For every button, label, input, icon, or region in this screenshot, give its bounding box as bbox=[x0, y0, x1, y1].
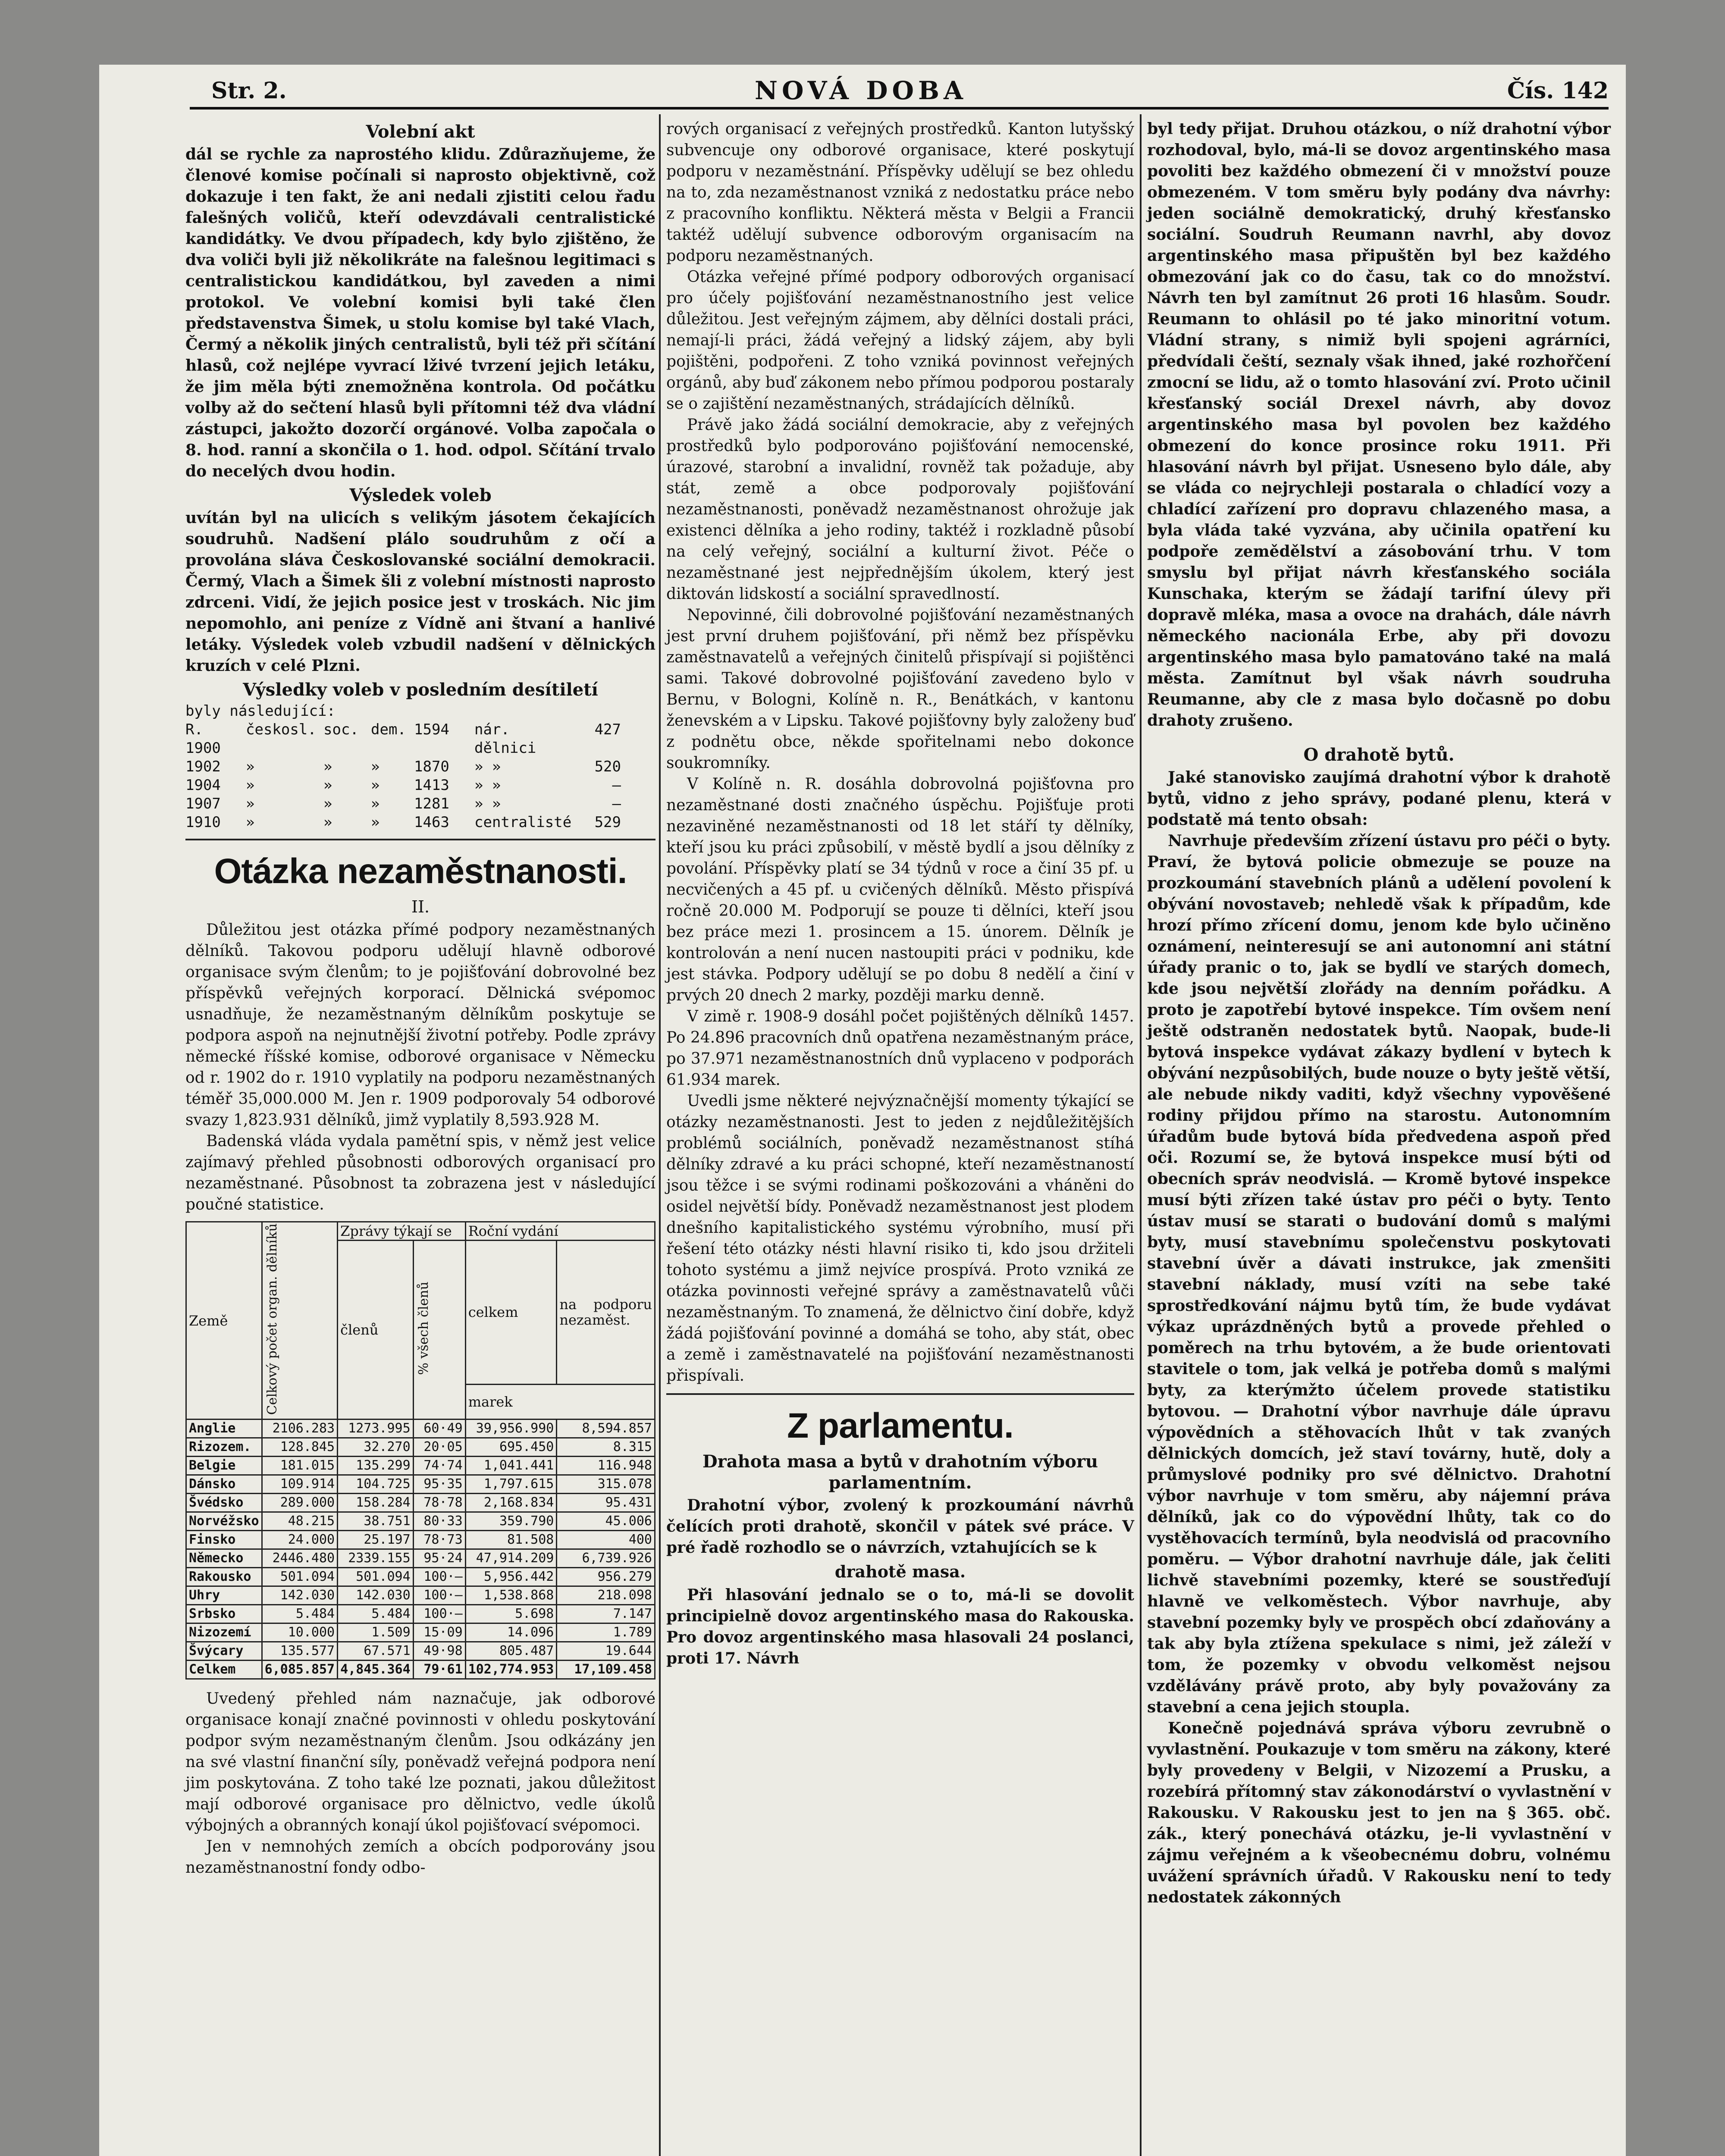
cell: 49·98 bbox=[413, 1642, 465, 1661]
cell: nár. dělnici bbox=[474, 721, 536, 757]
cell: 135.299 bbox=[338, 1457, 414, 1475]
results-row bbox=[185, 813, 656, 832]
col-header-text: % všech členů bbox=[416, 1282, 431, 1375]
cell: 81.508 bbox=[465, 1531, 557, 1549]
cell: 1910 bbox=[185, 814, 221, 831]
cell: 289.000 bbox=[262, 1494, 338, 1512]
cell: Finsko bbox=[186, 1531, 262, 1549]
article-title-parlament: Z parlamentu. bbox=[787, 1406, 1013, 1445]
cell: » bbox=[246, 795, 255, 812]
paragraph: Drahotní výbor, zvolený k prozkoumání návrhů čelících proti drahotě, skončil v pátek své práce. V pré řadě rozhodlo se o návrzích, vztahujících se k bbox=[666, 1496, 1134, 1557]
cell: 1273.995 bbox=[338, 1420, 414, 1438]
cell: 2339.155 bbox=[338, 1549, 414, 1568]
cell: 8.315 bbox=[557, 1438, 655, 1457]
paragraph: Navrhuje především zřízení ústavu pro péči o byty. Praví, že bytová policie obmezuje se pouze na prozkoumání stavebních plánů a udělení povolení k obývání novostaveb; nehledě však k případům, kde hrozí přímo zřícení domu, jenom kde bylo učiněno oznámení, neinteresují se ani autonomní ani státní úřady pranic o to, jak se bydlí ve starých domech, kde jsou největší zlořády na denním pořádku. A proto je zapotřebí bytové inspekce. Tím ovšem není ještě odstraněn nedostatek bytů. Naopak, bude-li bytová inspekce vydávat zákazy bydlení v bytech k obývání nezpůsobilých, bude nouze o byty ještě větší, ale nebude nikdy vaditi, když všechny vypověšené rodiny přijdou přímo na starostu. Autonomním úřadům bude bytová bída předvedena aspoň před oči. Rozumí se, že bytová inspekce musí býti od obecních správ neodvislá. — Kromě bytové inspekce musí býti zřízen také ústav pro péči o byty. Tento ústav musí se starati o budování domů s malými byty, musí stavebnímu společenstvu poskytovati stavební úvěr a dávati instrukce, jak zmenšiti stavební náklady, musí vzíti na sebe také sprostředkování nájmu bytů tím, že bude vydávat výkaz uprázdněných bytů a provede přehled o poměrech na trhu bytovém, a že bude orientovati stavitele o tom, jak velká je potřeba domů s malými byty, za kterýmžto účelem provede statistiku bytovou. — Drahotní výbor navrhuje dále úpravu výpovědních a stěhovacích lhůt v tak zvaných dělnických domcích, jež staví továrny, hutě, doly a průmyslové podniky pro své dělnictvo. Drahotní výbor navrhuje v tom směru, aby nájemní práva dělníků, jak co do výpovědní lhůty, tak co do vystěhovacích termínů, byla neodvislá od pracovního poměru. — Výbor drahotní navrhuje dále, jak čeliti lichvě stavebními pozemky, které se soustřeďují hlavně ve velkoměstech. Výbor navrhuje, aby stavební pozemky byly ve prospěch obcí zdaňovány a tak aby byla ztížena spekulace s nimi, jež záleží v tom, že pozemky v obvodu velkoměst nejsou vzdělávány právě proto, aby byly považovány za stavební a cena jejich stoupla. bbox=[1147, 832, 1611, 1716]
cell: 529 bbox=[594, 814, 621, 831]
table-row bbox=[186, 1568, 655, 1586]
paragraph: Otázka veřejné přímé podpory odborových organisací pro účely pojišťování nezaměstnanostního jest velice důležitou. Jest veřejným zájmem, aby dělníci dostali práci, nemají-li práci, žádá veřejný a lidský zájem, aby byli pojištěni, podpořeni. Z toho vzniká povinnost veřejných orgánů, aby buď zákonem nebo přímou podporou postaraly se o zajištění nezaměstnaných, strádajících dělníků. bbox=[666, 268, 1134, 413]
cell: 142.030 bbox=[338, 1586, 414, 1605]
cell: Celkem bbox=[186, 1661, 262, 1679]
col-header: Země bbox=[186, 1222, 262, 1420]
col-header bbox=[262, 1222, 338, 1420]
cell: 695.450 bbox=[465, 1438, 557, 1457]
cell: 6,739.926 bbox=[557, 1549, 655, 1568]
cell: 79·61 bbox=[413, 1661, 465, 1679]
newspaper-title: NOVÁ DOBA bbox=[755, 76, 968, 105]
paragraph: Nepovinné, čili dobrovolné pojišťování nezaměstnaných jest první druhem pojišťování, při němž bez příspěvku zaměstnavatelů a veřejných činitelů přispívají si pojištěnci sami. Takové dobrovolné pojišťování zavedeno bylo v Bernu, v Bologni, Kolíně n. R., Benátkách, v kantonu ženevském a v Lipsku. Takové pojišťovny byly založeny buď z podnětu obce, někde spořitelnami nebo dokonce soukromníky. bbox=[666, 606, 1134, 772]
cell: 74·74 bbox=[413, 1457, 465, 1475]
cell: » » bbox=[474, 795, 501, 812]
table-row bbox=[186, 1512, 655, 1531]
cell: 128.845 bbox=[262, 1438, 338, 1457]
cell: 805.487 bbox=[465, 1642, 557, 1661]
cell: centralisté bbox=[474, 814, 572, 831]
cell: » » bbox=[474, 758, 501, 775]
heading-volebni-akt: Volební akt bbox=[366, 122, 475, 142]
results-row bbox=[185, 721, 656, 758]
cell: Uhry bbox=[186, 1586, 262, 1605]
cell: 1,797.615 bbox=[465, 1475, 557, 1494]
cell: 78·78 bbox=[413, 1494, 465, 1512]
cell: 7.147 bbox=[557, 1605, 655, 1623]
cell: 14.096 bbox=[465, 1623, 557, 1642]
column-divider bbox=[1140, 114, 1142, 2156]
table-row bbox=[186, 1531, 655, 1549]
table-row bbox=[186, 1549, 655, 1568]
column-1 bbox=[185, 119, 656, 1878]
paragraph: rových organisací z veřejných prostředků. Kanton lutyšský subvencuje ony odborové organisace, které poskytují podporu v nezaměstnání. Příspěvky udělují se bez ohledu na to, zda nezaměstnanost vzniká z nedostatku práce nebo z pracovního konfliktu. Některá města v Belgii a Francii taktéž udělují subvence odborovým organisacím na podporu nezaměstnaných. bbox=[666, 120, 1134, 265]
cell: 100·— bbox=[413, 1568, 465, 1586]
cell: 1281 bbox=[414, 795, 449, 812]
col-header bbox=[413, 1241, 465, 1420]
paragraph: Jen v nemnohých zemích a obcích podporovány jsou nezaměstnanostní fondy odbo- bbox=[185, 1838, 656, 1877]
paragraph: Důležitou jest otázka přímé podpory nezaměstnaných dělníků. Takovou podporu udělují hlavně odborové organisace svým členům; to je pojišťování dobrovolné bez příspěvků veřejných korporací. Dělnická svépomoc usnadňuje, že nezaměstnaným dělníkům poskytuje se podpora aspoň na nejnutnější životní potřeby. Podle zprávy německé říšské komise, odborové organisace v Německu od r. 1902 do r. 1910 vyplatily na podporu nezaměstnaných téměř 35,000.000 M. Jen r. 1909 podporovaly 54 odborové svazy 1,823.931 dělníků, jimž vyplatily 8,593.928 M. bbox=[185, 921, 656, 1129]
table-row bbox=[186, 1605, 655, 1623]
results-row bbox=[185, 795, 656, 813]
table-row bbox=[186, 1494, 655, 1512]
cell: Norvéžsko bbox=[186, 1512, 262, 1531]
cell: 24.000 bbox=[262, 1531, 338, 1549]
cell: 109.914 bbox=[262, 1475, 338, 1494]
cell: 4,845.364 bbox=[338, 1661, 414, 1679]
cell: 10.000 bbox=[262, 1623, 338, 1642]
cell: 1870 bbox=[414, 758, 449, 775]
cell: Srbsko bbox=[186, 1605, 262, 1623]
cell: Švýcary bbox=[186, 1642, 262, 1661]
cell: 1907 bbox=[185, 795, 221, 812]
cell: — bbox=[612, 777, 621, 794]
cell: » bbox=[371, 814, 380, 831]
cell: Rizozem. bbox=[186, 1438, 262, 1457]
paragraph: Uvedený přehled nám naznačuje, jak odborové organisace konají značné povinnosti v ohledu poskytování podpor svým nezaměstnaným členům. Jsou odkázány jen na své vlastní finanční síly, poněvadž veřejná podpora není jim poskytována. Z toho také lze poznati, jakou důležitost mají odborové organisace pro dělnictvo, vedle úkolů výbojných a obranných konají úkol pojišťovací svépomoci. bbox=[185, 1690, 656, 1835]
cell: » bbox=[323, 795, 332, 812]
cell: » bbox=[246, 758, 255, 775]
issue-number: Čís. 142 bbox=[1507, 78, 1609, 104]
table-row bbox=[186, 1586, 655, 1605]
paragraph: Konečně pojednává správa výboru zevrubně o vyvlastnění. Poukazuje v tom směru na zákony, které byly provedeny v Belgii, v Nizozemí a Prusku, a rozebírá přítomný stav zákonodárství o vyvlastnění v Rakousku. V Rakousku jest to jen na § 365. obč. zák., který ponechává otázku, je-li vyvlastnění v zájmu veřejném a k všeobecnému dobru, volnému uvážení správních úřadů. V Rakousku není to tedy nedostatek zákonných bbox=[1147, 1719, 1611, 1906]
cell: 501.094 bbox=[338, 1568, 414, 1586]
cell: 95.431 bbox=[557, 1494, 655, 1512]
col-header-text: Celkový počet organ. dělníků bbox=[264, 1223, 280, 1415]
paragraph: uvítán byl na ulicích s velikým jásotem čekajících soudruhů. Nadšení plálo soudruhům z očí a provolána sláva Českoslovanské sociální demokracii. Čermý, Vlach a Šimek šli z volební místnosti naprosto zdrceni. Vidí, že jejich posice jest v troskách. Nic jim nepomohlo, ani peníze z Vídně ani štvaní a hanlivé letáky. Výsledek voleb vzbudil nadšení v dělnických kruzích v celé Plzni. bbox=[185, 509, 656, 675]
cell: 78·73 bbox=[413, 1531, 465, 1549]
column-2 bbox=[666, 119, 1134, 1669]
cell: 158.284 bbox=[338, 1494, 414, 1512]
cell: 1904 bbox=[185, 777, 221, 794]
cell: 95·24 bbox=[413, 1549, 465, 1568]
cell: 315.078 bbox=[557, 1475, 655, 1494]
cell: 104.725 bbox=[338, 1475, 414, 1494]
cell: Nizozemí bbox=[186, 1623, 262, 1642]
article-subtitle-drahota: Drahota masa a bytů v drahotním výboru parlamentním. bbox=[702, 1451, 1098, 1493]
cell: » bbox=[323, 758, 332, 775]
cell: 142.030 bbox=[262, 1586, 338, 1605]
cell: 47,914.209 bbox=[465, 1549, 557, 1568]
cell: Rakousko bbox=[186, 1568, 262, 1586]
cell: » bbox=[323, 814, 332, 831]
cell: 218.098 bbox=[557, 1586, 655, 1605]
cell: 15·09 bbox=[413, 1623, 465, 1642]
results-intro: byly následující: bbox=[185, 702, 336, 720]
col-header: Roční vydání bbox=[465, 1222, 655, 1241]
cell: 32.270 bbox=[338, 1438, 414, 1457]
cell: 100·— bbox=[413, 1605, 465, 1623]
cell: 45.006 bbox=[557, 1512, 655, 1531]
cell: » bbox=[371, 758, 380, 775]
cell: 2106.283 bbox=[262, 1420, 338, 1438]
masthead bbox=[160, 73, 1609, 112]
cell: » » bbox=[474, 777, 501, 794]
paragraph: Badenská vláda vydala pamětní spis, v němž jest velice zajímavý přehled působnosti odborových organisací pro nezaměstnané. Působnost ta zobrazena jest v následující poučné statistice. bbox=[185, 1132, 656, 1213]
cell: 1,538.868 bbox=[465, 1586, 557, 1605]
cell: 2,168.834 bbox=[465, 1494, 557, 1512]
cell: » bbox=[246, 814, 255, 831]
cell: 1413 bbox=[414, 777, 449, 794]
cell: 8,594.857 bbox=[557, 1420, 655, 1438]
paragraph: V Kolíně n. R. dosáhla dobrovolná pojišťovna pro nezaměstnané dosti značného úspěchu. Pojišťuje proti nezaviněné nezaměstnanosti od 18 let stáří ty dělníky, kteří jsou ku práci způsobilí, v městě bydlí a jsou dělníky z povolání. Příspěvky platí se 34 týdnů v roce a činí 35 pf. u necvičených a 45 pf. u cvičených dělníků. Město přispívá ročně 20.000 M. Podporují se pouze ti dělníci, kteří jsou bez práce mezi 1. prosincem a 15. únorem. Dělník je kontrolován a není nucen nastoupiti práci v podniku, kde jest stávka. Podpory udělují se po dobu 8 nedělí a činí v prvých 20 dnech 2 marky, později marku denně. bbox=[666, 775, 1134, 1004]
cell: 1463 bbox=[414, 814, 449, 831]
cell: 1,041.441 bbox=[465, 1457, 557, 1475]
cell: 80·33 bbox=[413, 1512, 465, 1531]
cell: » bbox=[246, 777, 255, 794]
cell: 60·49 bbox=[413, 1420, 465, 1438]
cell: 1.509 bbox=[338, 1623, 414, 1642]
heading-vysledek-voleb: Výsledek voleb bbox=[349, 485, 492, 505]
paragraph: Jaké stanovisko zaujímá drahotní výbor k drahotě bytů, vidno z jeho správy, podané plenu, která v podstatě má tento obsah: bbox=[1147, 768, 1611, 829]
section-rule bbox=[185, 839, 656, 840]
cell: 20·05 bbox=[413, 1438, 465, 1457]
cell: českosl. bbox=[246, 721, 317, 738]
article-part: II. bbox=[411, 897, 430, 916]
table-row bbox=[186, 1420, 655, 1438]
cell: 39,956.990 bbox=[465, 1420, 557, 1438]
cell: 1902 bbox=[185, 758, 221, 775]
cell: » bbox=[371, 777, 380, 794]
header-rule bbox=[190, 107, 1609, 110]
cell: 1.789 bbox=[557, 1623, 655, 1642]
cell: 1594 bbox=[414, 721, 449, 738]
paragraph: Právě jako žádá sociální demokracie, aby z veřejných prostředků bylo podporováno pojišťování nemocenské, úrazové, starobní a invalidní, rovněž tak požaduje, aby stát, země a obce podporovaly pojišťování nezaměstnanosti, poněvadž nezaměstnanost ohrožuje jak existenci dělníka a jeho rodiny, taktéž i rozkladně působí na celý veřejný, sociální a kulturní život. Péče o nezaměstnané jest nejpřednějším úkolem, který jest diktován lidskostí a sociální spravedlností. bbox=[666, 416, 1134, 603]
cell: R. 1900 bbox=[185, 721, 221, 757]
page-number: Str. 2. bbox=[211, 78, 287, 104]
section-rule bbox=[666, 1393, 1134, 1395]
cell: 102,774.953 bbox=[465, 1661, 557, 1679]
cell: 2446.480 bbox=[262, 1549, 338, 1568]
cell: Belgie bbox=[186, 1457, 262, 1475]
cell: » bbox=[371, 795, 380, 812]
results-row bbox=[185, 758, 656, 776]
cell: dem. bbox=[371, 721, 406, 738]
cell: soc. bbox=[323, 721, 359, 738]
col-header: marek bbox=[465, 1384, 655, 1419]
cell: 48.215 bbox=[262, 1512, 338, 1531]
election-results bbox=[185, 702, 656, 832]
cell: 5,956.442 bbox=[465, 1568, 557, 1586]
table-row bbox=[186, 1623, 655, 1642]
cell: 956.279 bbox=[557, 1568, 655, 1586]
cell: 135.577 bbox=[262, 1642, 338, 1661]
col-header: na podporu nezaměst. bbox=[557, 1241, 655, 1385]
cell: 501.094 bbox=[262, 1568, 338, 1586]
article-title-otazka: Otázka nezaměstnanosti. bbox=[214, 852, 627, 891]
cell: 427 bbox=[594, 721, 621, 738]
col-header: členů bbox=[338, 1241, 414, 1420]
cell: 6,085.857 bbox=[262, 1661, 338, 1679]
col-header: Zprávy týkají se bbox=[338, 1222, 466, 1241]
cell: 116.948 bbox=[557, 1457, 655, 1475]
cell: Anglie bbox=[186, 1420, 262, 1438]
table-row bbox=[186, 1438, 655, 1457]
column-divider bbox=[659, 114, 661, 2156]
cell: 5.698 bbox=[465, 1605, 557, 1623]
paragraph: byl tedy přijat. Druhou otázkou, o níž drahotní výbor rozhodoval, bylo, má-li se dovoz argentinského masa povoliti bez každého obmezení či v množství pouze obmezeném. V tom směru byly podány dva návrhy: jeden sociálně demokratický, druhý křesťansko sociální. Soudruh Reumann navrhl, aby dovoz argentinského masa připuštěn byl bez každého obmezování jak co do času, tak co do množství. Návrh ten byl zamítnut 26 proti 16 hlasům. Soudr. Reumann to ohlásil po té jako minoritní votum. Vládní strany, s nimiž byli spojeni agrárníci, předvídali čeští, seznaly však ihned, jaké rozhořčení zmocní se lidu, až o tomto hlasování zví. Proto učinil křesťanský sociál Drexel návrh, aby dovoz argentinského masa byl povolen bez každého obmezení do konce prosince roku 1911. Při hlasování návrh byl přijat. Usneseno bylo dále, aby se vláda co nejrychleji postarala o chladící vozy a chladící zařízení pro dopravu chlazeného masa, a byla vláda také vyzvána, aby učinila opatření ku podpoře zemědělství a zásobování trhu. V tom smyslu byl přijat návrh křesťanského sociála Kunschaka, kterým se žádají tarifní úlevy při dopravě mléka, masa a ovoce na drahách, dále návrh německého nacionála Erbe, aby při dovozu argentinského masa bylo pamatováno také na malá města. Zamítnut byl však návrh soudruha Reumanne, aby cle z masa bylo dočasně po dobu drahoty zrušeno. bbox=[1147, 120, 1611, 730]
paragraph: Při hlasování jednalo se o to, má-li se dovolit principielně dovoz argentinského masa do Rakouska. Pro dovoz argentinského masa hlasovali 24 poslanci, proti 17. Návrh bbox=[666, 1586, 1134, 1667]
cell: 5.484 bbox=[338, 1605, 414, 1623]
cell: Dánsko bbox=[186, 1475, 262, 1494]
paragraph: Uvedli jsme některé nejvýznačnější momenty týkající se otázky nezaměstnanosti. Jest to jeden z nejdůležitějších problémů sociálních, poněvadž nezaměstnanost stíhá dělníky zdravé a ku práci schopné, kteří nezaměstnaností jsou těžce i se svými rodinami poškozováni a vháněni do osidel největší bídy. Poněvadž nezaměstnanost jest plodem dnešního kapitalistického systému výrobního, musí při řešení této otázky nésti hlavní risiko ti, kdo jsou držiteli tohoto systému a jimž nejvíce prospívá. Proto vzniká ze otázka povinnosti veřejné správy a zaměstnavatelů vůči nezaměstnaným. To znamená, že dělnictvo činí dobře, když žádá pojišťování povinné a domáhá se toho, aby stát, obec a země i zaměstnavatelé na pojišťování nezaměstnanosti přispívali. bbox=[666, 1092, 1134, 1385]
cell: — bbox=[612, 795, 621, 812]
table-row bbox=[186, 1642, 655, 1661]
column-3 bbox=[1147, 119, 1611, 1908]
cell: Švédsko bbox=[186, 1494, 262, 1512]
paragraph: V zimě r. 1908-9 dosáhl počet pojištěných dělníků 1457. Po 24.896 pracovních dnů opatřena nezaměstnaným práce, po 37.971 nezaměstnanostních dnů vyplaceno v podporách 61.934 marek. bbox=[666, 1008, 1134, 1089]
cell: 67.571 bbox=[338, 1642, 414, 1661]
cell: 400 bbox=[557, 1531, 655, 1549]
cell: 100·— bbox=[413, 1586, 465, 1605]
cell: 95·35 bbox=[413, 1475, 465, 1494]
cell: 5.484 bbox=[262, 1605, 338, 1623]
heading-drahota-bytu: O drahotě bytů. bbox=[1303, 745, 1455, 765]
cell: 181.015 bbox=[262, 1457, 338, 1475]
cell: Německo bbox=[186, 1549, 262, 1568]
heading-vysledky-voleb: Výsledky voleb v posledním desítiletí bbox=[243, 680, 598, 700]
table-total-row bbox=[186, 1661, 655, 1679]
results-row bbox=[185, 776, 656, 795]
table-row bbox=[186, 1457, 655, 1475]
col-header: celkem bbox=[465, 1241, 557, 1385]
cell: » bbox=[323, 777, 332, 794]
statistics-table bbox=[185, 1221, 656, 1680]
cell: 38.751 bbox=[338, 1512, 414, 1531]
cell: 359.790 bbox=[465, 1512, 557, 1531]
paragraph: dál se rychle za naprostého klidu. Zdůrazňujeme, že členové komise počínali si naprosto objektivně, což dokazuje i ten fakt, že ani nedali zjistiti celou řadu falešných voličů, kteří odevzdávali centralistické kandidátky. Ve dvou případech, kdy bylo zjištěno, že dva voliči byli již několikráte na falešnou legitimaci s centralistickou kandidátkou, byl zaveden a nimi protokol. Ve volební komisi byli také člen představenstva Šimek, u stolu komise byl také Vlach, Čermý a několik jiných centralistů, byli též při sčítání hlasů, což nejlépe vyvrací lživé tvrzení jejich letáku, že jim měla býti znemožněna kontrola. Od počátku volby až do sečtení hlasů byli přítomni též dva vládní zástupci, jakožto dozorčí orgánové. Volba započala o 8. hod. ranní a skončila o 1. hod. odpol. Sčítání trvalo do necelých dvou hodin. bbox=[185, 145, 656, 480]
subheading-drahota-masa: drahotě masa. bbox=[834, 1562, 966, 1581]
cell: 19.644 bbox=[557, 1642, 655, 1661]
cell: 17,109.458 bbox=[557, 1661, 655, 1679]
table-row bbox=[186, 1475, 655, 1494]
cell: 25.197 bbox=[338, 1531, 414, 1549]
cell: 520 bbox=[594, 758, 621, 775]
